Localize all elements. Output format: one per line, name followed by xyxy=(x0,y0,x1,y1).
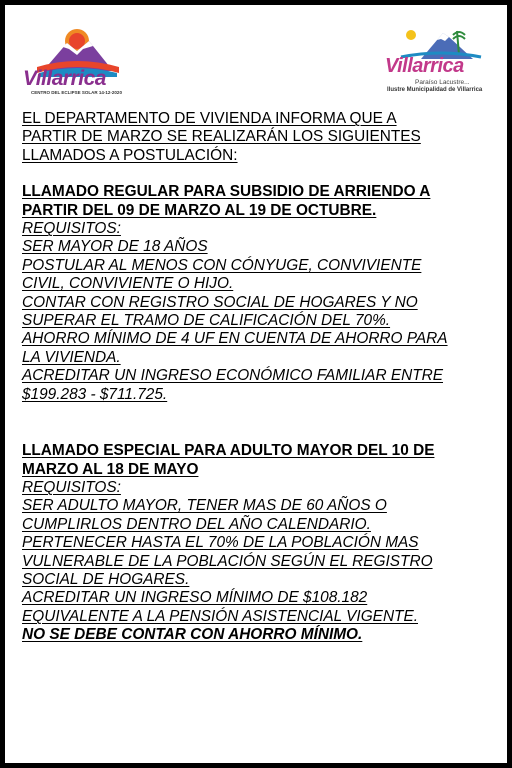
requirement-line: SER ADULTO MAYOR, TENER MAS DE 60 AÑOS O xyxy=(22,497,387,515)
requirement-line: CIVIL, CONVIVIENTE O HIJO. xyxy=(22,275,234,293)
requirement-line: VULNERABLE DE LA POBLACIÓN SEGÚN EL REGISTRO xyxy=(22,552,433,570)
section-title: LLAMADO REGULAR PARA SUBSIDIO DE ARRIENDO A xyxy=(22,183,431,201)
notice-sheet xyxy=(5,5,507,763)
logo-left-name: Villarrica xyxy=(23,67,106,90)
logo-left-subtitle: CENTRO DEL ECLIPSE SOLAR 14-12-2020 xyxy=(31,90,122,95)
intro-line: LLAMADOS A POSTULACIÓN: xyxy=(22,146,238,164)
requirements-label: REQUISITOS: xyxy=(22,478,121,496)
section-regular xyxy=(22,183,492,404)
logo-right-name: Villarrica xyxy=(385,55,464,77)
notice-body xyxy=(22,110,492,645)
section-title: LLAMADO ESPECIAL PARA ADULTO MAYOR DEL 10 DE xyxy=(22,442,435,460)
logo-right-org: Ilustre Municipalidad de Villarrica xyxy=(387,87,483,93)
requirement-line: ACREDITAR UN INGRESO ECONÓMICO FAMILIAR ENTRE xyxy=(22,367,443,385)
requirement-line: $199.283 - $711.725. xyxy=(22,385,168,403)
villarrica-eclipse-logo xyxy=(23,27,131,97)
requirement-line: EQUIVALENTE A LA PENSIÓN ASISTENCIAL VIGENTE. xyxy=(22,607,418,625)
intro-block xyxy=(22,110,492,165)
requirements-label: REQUISITOS: xyxy=(22,220,121,238)
requirement-line: CUMPLIRLOS DENTRO DEL AÑO CALENDARIO. xyxy=(22,515,371,533)
requirement-line: AHORRO MÍNIMO DE 4 UF EN CUENTA DE AHORRO PARA xyxy=(22,330,448,348)
requirement-line: LA VIVIENDA. xyxy=(22,348,121,366)
requirement-line: POSTULAR AL MENOS CON CÓNYUGE, CONVIVIENTE xyxy=(22,256,422,274)
intro-line: PARTIR DE MARZO SE REALIZARÁN LOS SIGUIENTES xyxy=(22,128,421,146)
section-title: MARZO AL 18 DE MAYO xyxy=(22,460,199,478)
requirement-line: SUPERAR EL TRAMO DE CALIFICACIÓN DEL 70%. xyxy=(22,312,391,330)
requirement-line: SOCIAL DE HOGARES. xyxy=(22,570,190,588)
section-senior xyxy=(22,442,492,644)
requirement-line: PERTENECER HASTA EL 70% DE LA POBLACIÓN MAS xyxy=(22,534,419,552)
municipality-logo xyxy=(381,25,499,97)
logo-right-tagline: Paraíso Lacustre... xyxy=(415,79,470,86)
requirement-line: CONTAR CON REGISTRO SOCIAL DE HOGARES Y NO xyxy=(22,293,418,311)
section-title: PARTIR DEL 09 DE MARZO AL 19 DE OCTUBRE. xyxy=(22,201,377,219)
requirement-line: ACREDITAR UN INGRESO MÍNIMO DE $108.182 xyxy=(22,589,368,607)
requirement-line: SER MAYOR DE 18 AÑOS xyxy=(22,238,208,256)
no-savings-required-line: NO SE DEBE CONTAR CON AHORRO MÍNIMO. xyxy=(22,626,363,644)
intro-line: EL DEPARTAMENTO DE VIVIENDA INFORMA QUE A xyxy=(22,110,397,127)
